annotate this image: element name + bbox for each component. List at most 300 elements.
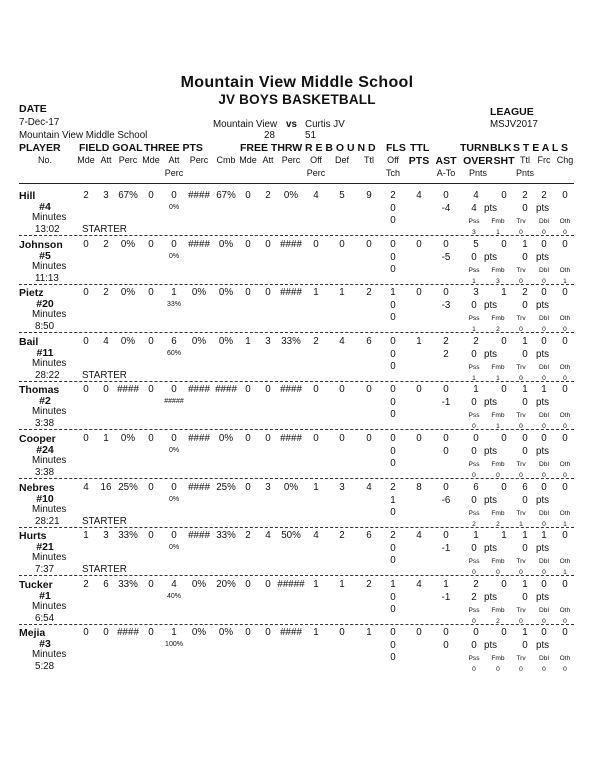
stat-stl-frc: 0	[541, 579, 547, 590]
stat-fg-att: 0	[103, 384, 109, 395]
minutes-label: Minutes	[32, 309, 67, 320]
stat-stl-chg: 0	[562, 433, 568, 444]
pts-label: pts	[536, 543, 550, 554]
player-name: Nebres	[19, 482, 55, 494]
ft-perc-header: Perc	[281, 155, 301, 165]
stat-ft-mde: 0	[245, 627, 251, 638]
stat-ft-perc: 33%	[281, 336, 301, 347]
stl-pnts-header: Pnts	[515, 168, 535, 178]
stat-fls: 1	[390, 287, 396, 298]
stat-fg-perc: 0%	[120, 287, 136, 298]
dbl-label: Dbl	[539, 461, 549, 468]
stat-ast: 0	[443, 239, 449, 250]
oth-label: Oth	[559, 607, 571, 614]
stat-ft-perc: #####	[277, 579, 305, 590]
player-name: Pietz	[19, 287, 44, 299]
stat-fls-tch: 0	[390, 555, 396, 566]
pts-label: pts	[484, 495, 498, 506]
stat-turn: 1	[473, 384, 479, 395]
stat-reb-off: 1	[313, 579, 319, 590]
stat-ttl-pts: 4	[416, 190, 422, 201]
field-goal-header: FIELD GOAL	[79, 142, 143, 154]
pts-label: pts	[484, 300, 498, 311]
stat-tp-mde: 0	[148, 579, 154, 590]
stat-fg-att: 2	[103, 239, 109, 250]
venue: Mountain View Middle School	[19, 130, 148, 141]
stat-fg-mde: 1	[83, 530, 89, 541]
date-label: DATE	[19, 103, 47, 115]
ft-att-header: Att	[262, 155, 274, 165]
stat-fls-tch: 0	[390, 361, 396, 372]
stat-cmb: 0%	[218, 287, 234, 298]
stat-fls-tch: 0	[390, 409, 396, 420]
blk-header: BLK	[490, 142, 512, 154]
stat-reb-off: 2	[313, 336, 319, 347]
stat-oth: 0	[563, 229, 567, 236]
player-number: #5	[39, 250, 51, 262]
minutes-value: 7:37	[35, 564, 55, 575]
stat-reb-def: 5	[339, 190, 345, 201]
stat-cmb: 67%	[216, 190, 236, 201]
fmb-label: Fmb	[491, 510, 505, 517]
stat-fls: 1	[390, 579, 396, 590]
stat-ft-att: 0	[265, 239, 271, 250]
pss-label: Pss	[468, 558, 480, 565]
oth-label: Oth	[559, 510, 571, 517]
pts-label: pts	[536, 397, 550, 408]
stat-blk: 0	[501, 384, 507, 395]
reb-ttl-header: Ttl	[364, 155, 374, 165]
stat-cmb: 20%	[216, 579, 236, 590]
minutes-label: Minutes	[32, 504, 67, 515]
stat-stl-ttl: 2	[522, 287, 528, 298]
stat-turn: 2	[473, 579, 479, 590]
stat-fg-mde: 0	[83, 384, 89, 395]
stat-cmb: 0%	[218, 239, 234, 250]
stat-fg-mde: 2	[83, 579, 89, 590]
player-name: Thomas	[19, 384, 60, 396]
dbl-label: Dbl	[539, 315, 549, 322]
fmb-label: Fmb	[491, 461, 505, 468]
stat-oth: 1	[563, 569, 567, 576]
stat-blk: 1	[501, 530, 507, 541]
row-divider	[19, 235, 574, 236]
stat-fls: 2	[390, 530, 396, 541]
stat-stl-pnts: 0	[522, 592, 528, 603]
pss-label: Pss	[468, 461, 480, 468]
stat-ato: -6	[441, 495, 451, 506]
stat-fg-perc: 25%	[118, 482, 138, 493]
stat-oth: 0	[563, 666, 567, 673]
minutes-label: Minutes	[32, 212, 67, 223]
row-divider	[19, 624, 574, 625]
oth-label: Oth	[559, 267, 571, 274]
stat-tp-perc: ####	[188, 482, 210, 493]
stat-trv: 0	[519, 666, 523, 673]
stat-ft-att: 0	[265, 433, 271, 444]
reb-def-header: Def	[334, 155, 350, 165]
stat-stl-frc: 0	[541, 239, 547, 250]
minutes-label: Minutes	[32, 455, 67, 466]
stat-fg-att: 2	[103, 287, 109, 298]
stat-fg-perc: 0%	[120, 433, 136, 444]
stat-fg-perc: 67%	[118, 190, 138, 201]
stat-fg-perc: 33%	[118, 579, 138, 590]
league-value: MSJV2017	[490, 119, 538, 130]
stat-tp-mde: 0	[148, 239, 154, 250]
stat-fls-off: 0	[390, 203, 396, 214]
pss-label: Pss	[468, 655, 480, 662]
stat-stl-pnts: 0	[522, 203, 528, 214]
stat-stl-ttl: 1	[522, 579, 528, 590]
pts-label: pts	[484, 349, 498, 360]
player-name: Cooper	[19, 433, 56, 445]
tp-att-header: Att	[168, 155, 180, 165]
ttl-header: TTL	[410, 142, 430, 154]
fmb-label: Fmb	[491, 218, 505, 225]
pts-label: pts	[484, 543, 498, 554]
stat-fls-off: 0	[390, 640, 396, 651]
row-divider	[19, 284, 574, 285]
reb-off-perc-header: Perc	[306, 168, 326, 178]
stat-ft-att: 0	[265, 627, 271, 638]
stat-ft-perc: ####	[280, 287, 302, 298]
stat-stl-ttl: 1	[522, 530, 528, 541]
stat-ft-att: 0	[265, 287, 271, 298]
stat-reb-ttl: 4	[366, 482, 372, 493]
stat-trv: 1	[519, 521, 523, 528]
stat-tp-mde: 0	[148, 190, 154, 201]
row-divider	[19, 575, 574, 576]
stat-stl-frc: 2	[541, 190, 547, 201]
stat-dbl: 0	[542, 666, 546, 673]
pss-label: Pss	[468, 412, 480, 419]
stat-reb-off: 0	[313, 384, 319, 395]
stat-pss: 3	[472, 229, 476, 236]
stat-reb-ttl: 6	[366, 336, 372, 347]
stat-pss: 1	[472, 278, 476, 285]
stat-fls-off: 0	[390, 592, 396, 603]
minutes-label: Minutes	[32, 649, 67, 660]
dbl-label: Dbl	[539, 607, 549, 614]
player-number: #1	[39, 590, 51, 602]
pts-header: PTS	[408, 155, 430, 167]
stat-fmb: 0	[496, 472, 500, 479]
stat-turn: 6	[473, 482, 479, 493]
stat-reb-off: 0	[313, 433, 319, 444]
stat-pss: 2	[472, 521, 476, 528]
stat-fg-mde: 2	[83, 190, 89, 201]
stat-reb-off: 4	[313, 190, 319, 201]
stat-ato: -3	[441, 300, 451, 311]
stat-fg-att: 0	[103, 627, 109, 638]
player-number: #3	[39, 638, 51, 650]
stat-reb-def: 4	[339, 336, 345, 347]
stat-tp-att: 0	[171, 239, 177, 250]
pts-label: pts	[536, 640, 550, 651]
turn-pnts-header: Pnts	[468, 168, 488, 178]
fg-att-header: Att	[100, 155, 112, 165]
stat-ft-perc: ####	[280, 239, 302, 250]
stat-turn: 4	[473, 190, 479, 201]
stat-dbl: 0	[542, 229, 546, 236]
pts-label: pts	[536, 252, 550, 263]
stat-tp-att: 1	[171, 627, 177, 638]
pts-label: pts	[536, 349, 550, 360]
stat-fmb: 2	[496, 618, 500, 625]
stat-reb-ttl: 2	[366, 579, 372, 590]
dbl-label: Dbl	[539, 510, 549, 517]
stat-fls: 0	[390, 627, 396, 638]
stat-fls-off: 1	[390, 495, 396, 506]
stat-fmb: 0	[496, 666, 500, 673]
stat-oth: 0	[563, 618, 567, 625]
stat-tp-att-perc: 40%	[166, 593, 182, 600]
stat-cmb: 25%	[216, 482, 236, 493]
stat-fmb: 3	[496, 278, 500, 285]
stat-stl-chg: 0	[562, 190, 568, 201]
stat-tp-perc: 0%	[191, 627, 207, 638]
stat-turn: 0	[473, 433, 479, 444]
stat-ttl-pts: 0	[416, 287, 422, 298]
stat-tp-mde: 0	[148, 287, 154, 298]
page-subtitle: JV BOYS BASKETBALL	[218, 92, 376, 107]
stat-fmb: 2	[496, 521, 500, 528]
stat-dbl: 0	[542, 472, 546, 479]
oth-label: Oth	[559, 412, 571, 419]
player-number: #20	[36, 298, 54, 310]
dbl-label: Dbl	[539, 655, 549, 662]
stat-oth: 1	[563, 278, 567, 285]
stat-stl-ttl: 1	[522, 627, 528, 638]
stat-dbl: 0	[542, 521, 546, 528]
stat-ft-perc: 0%	[283, 190, 299, 201]
row-divider	[19, 478, 574, 479]
minutes-value: 3:38	[35, 467, 55, 478]
stat-ast: 1	[443, 579, 449, 590]
stat-ato: -5	[441, 252, 451, 263]
stat-fls-tch: 0	[390, 215, 396, 226]
stat-tp-mde: 0	[148, 384, 154, 395]
stat-dbl: 0	[542, 278, 546, 285]
stat-pss: 1	[472, 326, 476, 333]
dbl-label: Dbl	[539, 267, 549, 274]
stat-stl-pnts: 0	[522, 252, 528, 263]
stat-ft-mde: 0	[245, 239, 251, 250]
game-date: 7-Dec-17	[19, 117, 60, 128]
oth-label: Oth	[559, 461, 571, 468]
stat-stl-ttl: 0	[522, 433, 528, 444]
player-name: Johnson	[19, 239, 63, 251]
stat-tp-att: 0	[171, 433, 177, 444]
stat-fmb: 1	[496, 423, 500, 430]
stat-turn-pnts: 0	[471, 543, 477, 554]
starter-label: STARTER	[82, 516, 127, 527]
stat-fg-perc: ####	[117, 384, 139, 395]
stat-ast: 0	[443, 287, 449, 298]
stat-reb-ttl: 2	[366, 287, 372, 298]
dbl-label: Dbl	[539, 558, 549, 565]
stat-trv: 0	[519, 375, 523, 382]
trv-label: Trv	[516, 412, 526, 419]
stat-blk: 1	[501, 287, 507, 298]
stat-fls-off: 0	[390, 300, 396, 311]
stat-fls-tch: 0	[390, 264, 396, 275]
trv-label: Trv	[516, 218, 526, 225]
trv-label: Trv	[516, 510, 526, 517]
oth-label: Oth	[559, 364, 571, 371]
stat-tp-perc: ####	[188, 384, 210, 395]
stat-fg-att: 1	[103, 433, 109, 444]
stat-ato: 2	[443, 349, 449, 360]
stat-stl-pnts: 0	[522, 349, 528, 360]
tp-mde-header: Mde	[142, 155, 160, 165]
stat-tp-att: 1	[171, 287, 177, 298]
stat-ft-mde: 0	[245, 287, 251, 298]
stat-stl-pnts: 0	[522, 397, 528, 408]
league-label: LEAGUE	[490, 106, 534, 118]
stat-reb-def: 1	[339, 579, 345, 590]
stat-tp-att-perc: 0%	[168, 447, 180, 454]
stat-stl-frc: 0	[541, 482, 547, 493]
stat-turn: 1	[473, 530, 479, 541]
steals-header: S T E A L S	[513, 142, 569, 154]
stat-fls: 0	[390, 433, 396, 444]
stat-tp-perc: ####	[188, 190, 210, 201]
stat-turn-pnts: 2	[471, 592, 477, 603]
pts-label: pts	[536, 495, 550, 506]
oth-label: Oth	[559, 655, 571, 662]
stat-fg-perc: 0%	[120, 336, 136, 347]
pts-label: pts	[484, 397, 498, 408]
stat-ttl-pts: 4	[416, 579, 422, 590]
stat-ato: -1	[441, 543, 451, 554]
stat-fg-att: 3	[103, 530, 109, 541]
stat-turn-pnts: 0	[471, 640, 477, 651]
stat-reb-ttl: 6	[366, 530, 372, 541]
stat-ft-perc: ####	[280, 384, 302, 395]
stat-fmb: 1	[496, 229, 500, 236]
stat-fmb: 1	[496, 375, 500, 382]
stat-stl-pnts: 0	[522, 543, 528, 554]
player-name: Tucker	[19, 579, 53, 591]
stat-tp-mde: 0	[148, 627, 154, 638]
stat-ato: 0	[443, 446, 449, 457]
turn-header: TURN	[460, 142, 490, 154]
stat-stl-chg: 0	[562, 530, 568, 541]
stat-dbl: 0	[542, 618, 546, 625]
fg-perc-header: Perc	[118, 155, 138, 165]
stat-reb-ttl: 0	[366, 433, 372, 444]
starter-label: STARTER	[82, 224, 127, 235]
fmb-label: Fmb	[491, 267, 505, 274]
stat-ft-att: 4	[265, 530, 271, 541]
trv-label: Trv	[516, 558, 526, 565]
fmb-label: Fmb	[491, 558, 505, 565]
stat-tp-att: 0	[171, 530, 177, 541]
stat-stl-ttl: 6	[522, 482, 528, 493]
stat-ft-mde: 0	[245, 190, 251, 201]
stat-trv: 0	[519, 229, 523, 236]
stat-fls-off: 0	[390, 252, 396, 263]
stat-tp-perc: 0%	[191, 336, 207, 347]
stat-reb-ttl: 9	[366, 190, 372, 201]
header-divider	[19, 183, 574, 184]
stat-fg-mde: 0	[83, 627, 89, 638]
starter-label: STARTER	[82, 370, 127, 381]
minutes-value: 3:38	[35, 418, 55, 429]
stat-turn: 0	[473, 627, 479, 638]
player-name: Hill	[19, 190, 36, 202]
player-header: PLAYER	[19, 142, 61, 154]
stat-ttl-pts: 0	[416, 239, 422, 250]
stat-fls-tch: 0	[390, 652, 396, 663]
trv-label: Trv	[516, 267, 526, 274]
stat-blk: 0	[501, 579, 507, 590]
minutes-value: 28:22	[35, 370, 60, 381]
stat-turn-pnts: 0	[471, 495, 477, 506]
tp-att-perc-header: Perc	[164, 168, 184, 178]
stat-ast: 0	[443, 384, 449, 395]
stat-tp-att: 0	[171, 190, 177, 201]
stat-fg-att: 6	[103, 579, 109, 590]
stat-stl-chg: 0	[562, 287, 568, 298]
trv-label: Trv	[516, 655, 526, 662]
stat-pss: 0	[472, 472, 476, 479]
reb-off-header: Off	[310, 155, 322, 165]
dbl-label: Dbl	[539, 218, 549, 225]
stat-stl-frc: 0	[541, 287, 547, 298]
rebound-header: R E B O U N D	[305, 142, 376, 154]
stat-fls-tch: 0	[390, 458, 396, 469]
player-number: #24	[36, 444, 54, 456]
stat-ast: 0	[443, 482, 449, 493]
stat-cmb: 0%	[218, 627, 234, 638]
stat-ato: -1	[441, 397, 451, 408]
stat-blk: 0	[501, 482, 507, 493]
minutes-value: 6:54	[35, 613, 55, 624]
fls-tch-header: Tch	[385, 168, 401, 178]
pss-label: Pss	[468, 510, 480, 517]
stat-pss: 0	[472, 569, 476, 576]
row-divider	[19, 381, 574, 382]
stat-reb-def: 0	[339, 384, 345, 395]
player-name: Hurts	[19, 530, 47, 542]
free-thrw-header: FREE THRW	[240, 142, 303, 154]
trv-label: Trv	[516, 461, 526, 468]
stat-reb-def: 2	[339, 530, 345, 541]
stat-blk: 0	[501, 433, 507, 444]
stat-tp-att: 0	[171, 482, 177, 493]
stat-cmb: ####	[215, 384, 237, 395]
stat-ft-mde: 0	[245, 384, 251, 395]
stat-blk: 0	[501, 336, 507, 347]
stat-tp-mde: 0	[148, 482, 154, 493]
stat-tp-att-perc: #####	[164, 398, 184, 405]
stat-reb-ttl: 0	[366, 384, 372, 395]
stat-tp-att-perc: 0%	[168, 253, 180, 260]
stat-fls: 0	[390, 336, 396, 347]
minutes-label: Minutes	[32, 601, 67, 612]
pts-label: pts	[484, 203, 498, 214]
tp-perc-header: Perc	[189, 155, 209, 165]
stat-oth: 0	[563, 423, 567, 430]
stat-tp-att-perc: 0%	[168, 496, 180, 503]
stat-turn: 5	[473, 239, 479, 250]
dbl-label: Dbl	[539, 412, 549, 419]
stat-dbl: 0	[542, 326, 546, 333]
stat-tp-perc: ####	[188, 433, 210, 444]
